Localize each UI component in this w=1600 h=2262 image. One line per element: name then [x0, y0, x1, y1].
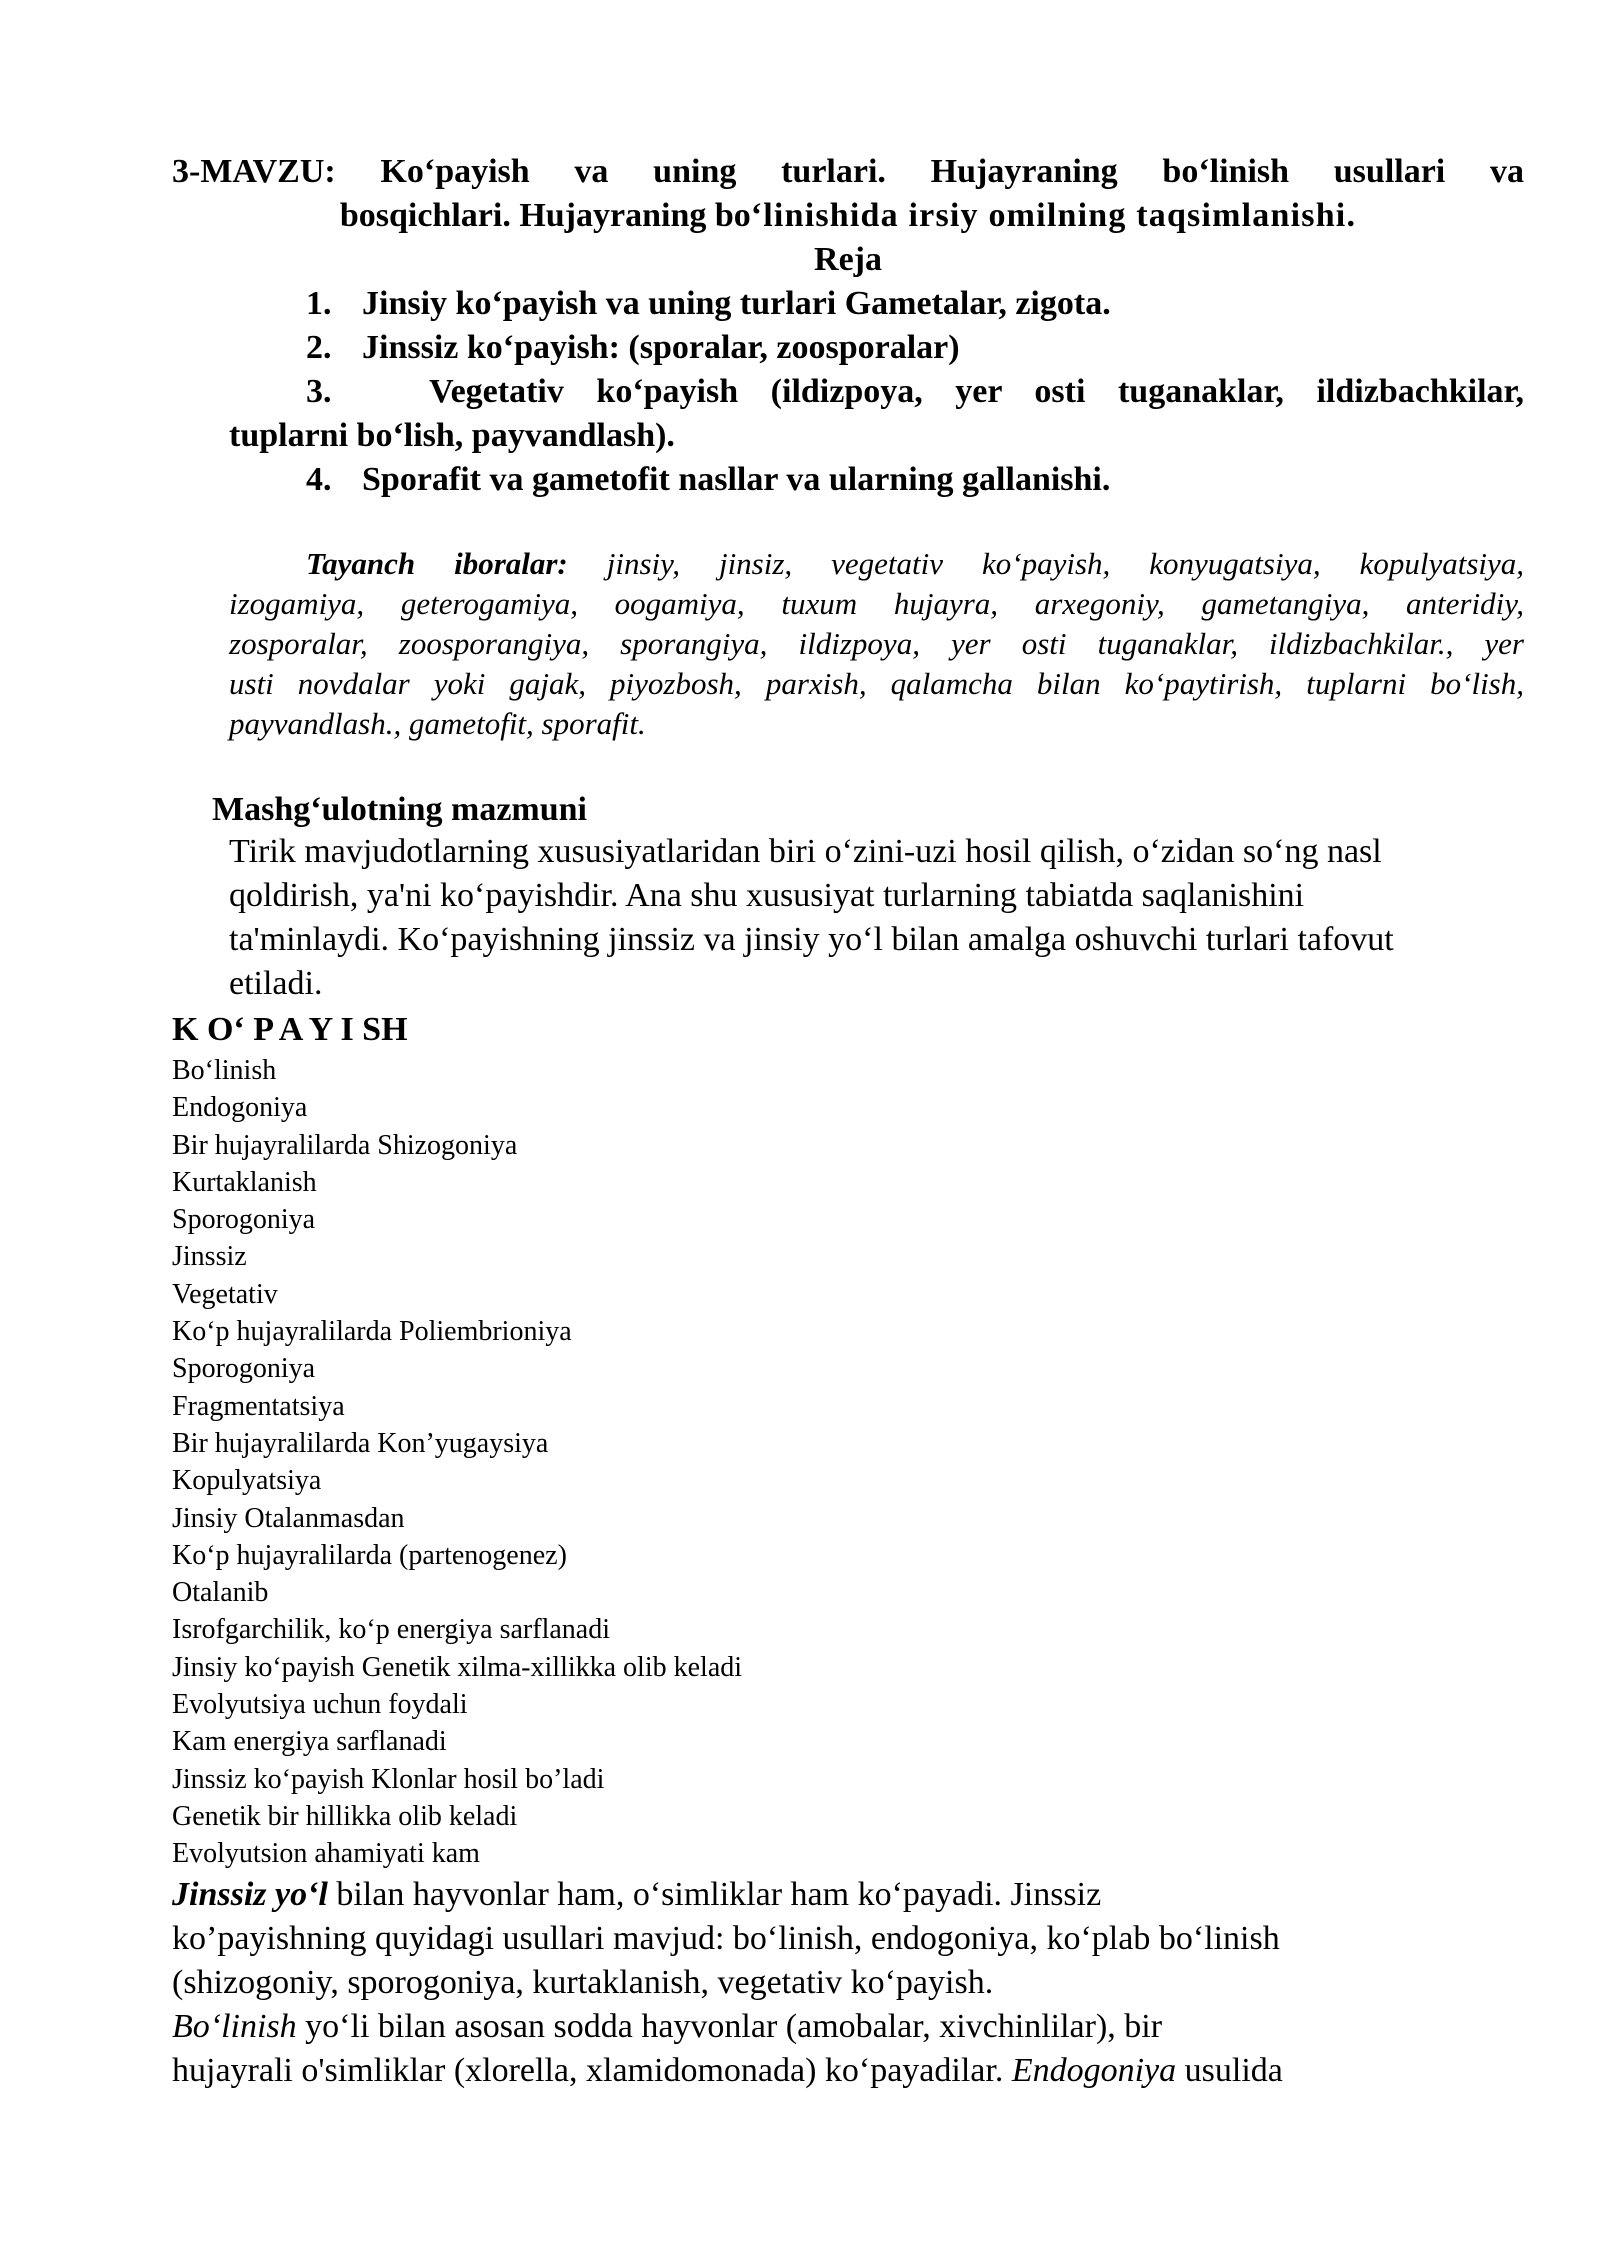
intro-line: Tirik mavjudotlarning xususiyatlaridan biri oʻzini-uzi hosil qilish, oʻzidan soʻng nasl	[229, 833, 1382, 870]
list-item: Genetik bir hillikka olib keladi	[172, 1800, 518, 1832]
body-line: Boʻlinish yoʻli bilan asosan sodda hayvonlar (amobalar, xivchinlilar), bir	[172, 2008, 1163, 2045]
body-line: (shizogoniy, sporogoniya, kurtaklanish, vegetativ koʻpayish.	[172, 1964, 994, 2001]
list-item: Isrofgarchilik, koʻp energiya sarflanadi	[172, 1614, 610, 1646]
list-item: Jinsiy Otalanmasdan	[172, 1502, 405, 1534]
section-heading: Mashgʻulotning mazmuni	[212, 791, 587, 828]
list-item: Fragmentatsiya	[172, 1390, 345, 1422]
intro-line: qoldirish, ya'ni koʻpayishdir. Ana shu xususiyat turlarning tabiatda saqlanishini	[229, 877, 1305, 914]
plan-item-text-line-1: Vegetativ koʻpayish (ildizpoya, yer osti tuganaklar, ildizbachkilar,	[429, 373, 1525, 410]
list-item: Kurtaklanish	[172, 1166, 317, 1198]
body-paragraphs	[172, 1873, 1283, 2093]
list-item: Boʻlinish	[172, 1055, 277, 1086]
title-line-2-part-1: bosqichlari. Hujayraning bo	[339, 197, 751, 234]
keywords-line: Tayanch iboralar: jinsiy, jinsiz, vegetativ koʻpayish, konyugatsiya, kopulyatsiya,	[306, 546, 1525, 581]
list-item: Koʻp hujayralilarda Poliembrioniya	[172, 1316, 572, 1348]
list-item: Jinsiy koʻpayish Genetik xilma-xillikka olib keladi	[172, 1651, 743, 1683]
plan-item-3-continuation: tuplarni boʻlish, payvandlash).	[229, 417, 675, 454]
list-item: Kopulyatsiya	[172, 1465, 322, 1497]
plan-item-number: 2.	[306, 329, 332, 366]
plan-item-number: 3.	[306, 373, 332, 410]
plan-item-3	[306, 370, 1524, 414]
list-item: Jinssiz	[172, 1241, 247, 1273]
diagram-list	[172, 1052, 742, 1873]
list-item: Koʻp hujayralilarda (partenogenez)	[172, 1539, 567, 1571]
keywords-line: zosporalar, zoosporangiya, sporangiya, ildizpoya, yer osti tuganaklar, ildizbachkilar., yer	[229, 626, 1524, 661]
diagram-heading: K Oʻ P A Y I SH	[172, 1011, 408, 1048]
plan-item-text: Jinsiy koʻpayish va uning turlari Gametalar, zigota.	[362, 285, 1111, 322]
title-line-2	[172, 194, 1524, 238]
list-item: Evolyutsion ahamiyati kam	[172, 1838, 480, 1870]
keywords-line: izogamiya, geterogamiya, oogamiya, tuxum hujayra, arxegoniy, gametangiya, anteridiy,	[229, 586, 1524, 621]
term-endogoniya: Endogoniya	[1011, 2052, 1177, 2089]
body-line: hujayrali o'simliklar (xlorella, xlamidomonada) koʻpayadilar. Endogoniya usulida	[172, 2052, 1283, 2089]
plan-item-text: Sporafit va gametofit nasllar va ularning gallanishi.	[362, 461, 1111, 498]
list-item: Vegetativ	[172, 1278, 278, 1310]
plan-item-text: Jinssiz koʻpayish: (sporalar, zoosporalar)	[362, 329, 960, 366]
list-item: Endogoniya	[172, 1092, 308, 1124]
list-item: Sporogoniya	[172, 1204, 316, 1236]
body-line: Jinssiz yoʻl bilan hayvonlar ham, oʻsimliklar ham koʻpayadi. Jinssiz	[172, 1876, 1102, 1913]
body-line: ko’payishning quyidagi usullari mavjud: boʻlinish, endogoniya, koʻplab boʻlinish	[172, 1920, 1280, 1957]
list-item: Evolyutsiya uchun foydali	[172, 1689, 468, 1721]
title-line-2-part-2: ʻlinishida irsiy omilning taqsimlanishi.	[750, 197, 1357, 234]
intro-line: etiladi.	[229, 965, 323, 1002]
list-item: Bir hujayralilarda Kon’yugaysiya	[172, 1427, 549, 1459]
page-title	[172, 150, 1524, 238]
plan-item-number: 1.	[306, 285, 332, 322]
intro-paragraph	[229, 830, 1539, 1006]
plan-item-number: 4.	[306, 461, 332, 498]
term-bolinish: Boʻlinish	[172, 2008, 297, 2045]
list-item: Bir hujayralilarda Shizogoniya	[172, 1129, 518, 1161]
list-item: Jinssiz koʻpayish Klonlar hosil bo’ladi	[172, 1763, 605, 1795]
intro-line: ta'minlaydi. Koʻpayishning jinssiz va jinsiy yoʻl bilan amalga oshuvchi turlari tafovut	[229, 921, 1394, 958]
list-item: Kam energiya sarflanadi	[172, 1726, 447, 1758]
plan-heading: Reja	[814, 241, 882, 278]
list-item: Otalanib	[172, 1577, 269, 1609]
title-line-1: 3-MAVZU: Koʻpayish va uning turlari. Hujayraning boʻlinish usullari va	[172, 153, 1524, 190]
keywords-paragraph	[229, 544, 1524, 744]
keywords-label: Tayanch iboralar:	[306, 546, 568, 581]
term-jinssiz-yol: Jinssiz yoʻl	[172, 1876, 328, 1913]
keywords-line: payvandlash., gametofit, sporafit.	[229, 706, 646, 741]
keywords-line: usti novdalar yoki gajak, piyozbosh, parxish, qalamcha bilan koʻpaytirish, tuplarni boʻlish,	[229, 666, 1524, 701]
list-item: Sporogoniya	[172, 1353, 316, 1385]
